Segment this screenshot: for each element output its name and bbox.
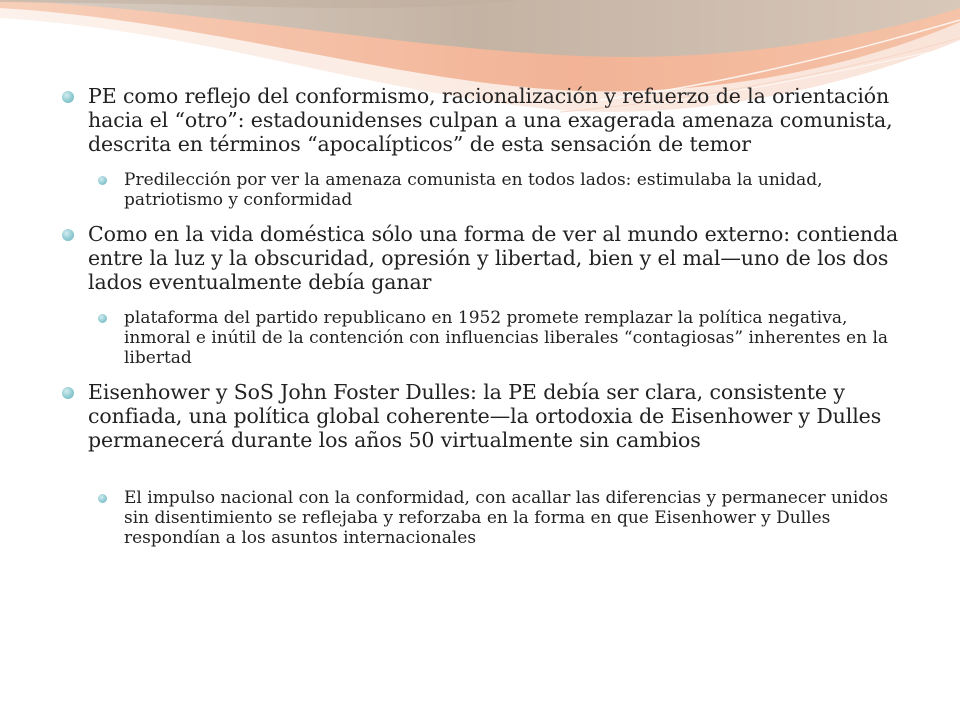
sub-bullet-3-text: El impulso nacional con la conformidad, con acallar las diferencias y permanecer unidos sin disentimiento se reflejaba y reforzaba en la forma en que Eisenhower y Dulles respondían a los asuntos internacionales [124, 488, 889, 548]
sub-bullet-2 [96, 308, 918, 368]
bullet-dot-icon [98, 176, 107, 185]
bullet-1-text: PE como reflejo del conformismo, racionalización y refuerzo de la orientación hacia el “otro”: estadounidenses culpan a una exagerada amenaza comunista, descrita en términos “apocalípticos” de esta sensación de temor [88, 84, 893, 156]
bullet-dot-icon [98, 314, 107, 323]
bullet-3-text: Eisenhower y SoS John Foster Dulles: la PE debía ser clara, consistente y confiada, una política global coherente—la ortodoxia de Eisenhower y Dulles permanecerá durante los años 50 virtualmente sin cambios [88, 380, 882, 452]
bullet-dot-icon [62, 387, 74, 399]
bullet-dot-icon [98, 494, 107, 503]
bullet-dot-icon [62, 229, 74, 241]
sub-bullet-1 [96, 170, 918, 210]
sub-bullet-1-text: Predilección por ver la amenaza comunista en todos lados: estimulaba la unidad, patriotismo y conformidad [124, 170, 823, 210]
bullet-2-text: Como en la vida doméstica sólo una forma de ver al mundo externo: contienda entre la luz y la obscuridad, opresión y libertad, bien y el mal—uno de los dos lados eventualmente debía ganar [88, 222, 899, 294]
bullet-1 [58, 84, 918, 156]
bullet-dot-icon [62, 91, 74, 103]
bullet-2 [58, 222, 918, 294]
slide-body [58, 84, 918, 560]
sub-bullet-2-text: plataforma del partido republicano en 1952 promete remplazar la política negativa, inmoral e inútil de la contención con influencias liberales “contagiosas” inherentes en la libertad [124, 308, 889, 368]
bullet-3 [58, 380, 918, 452]
sub-bullet-3 [96, 488, 918, 548]
